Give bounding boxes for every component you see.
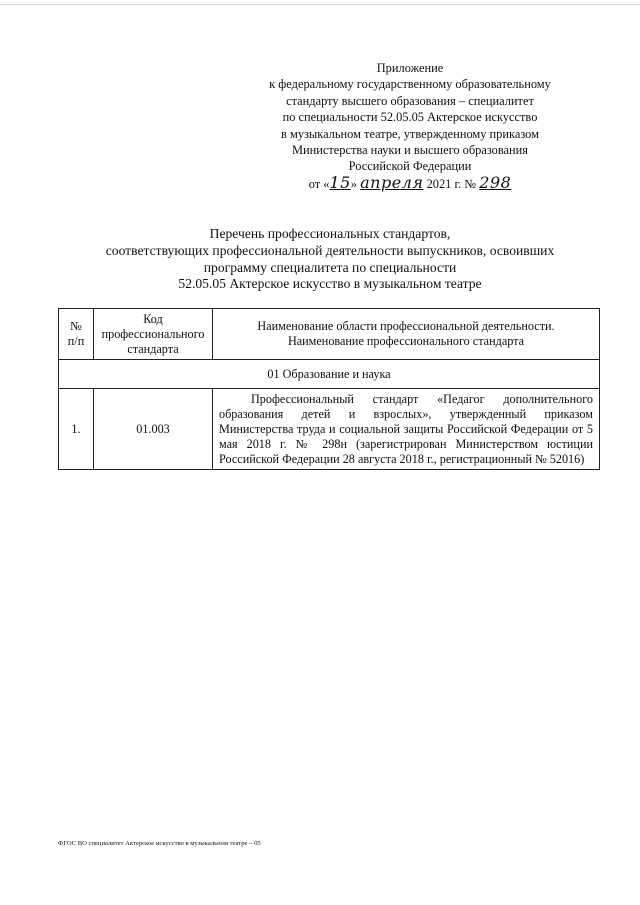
- appendix-line: в музыкальном театре, утвержденному приказом: [281, 126, 539, 141]
- appendix-line: Российской Федерации: [348, 159, 472, 174]
- appendix-header: [260, 60, 560, 192]
- standards-table: [58, 308, 600, 470]
- order-date-line: [260, 172, 560, 192]
- title-line: программу специалитета по специальности: [203, 259, 457, 275]
- appendix-line: стандарту высшего образования – специалитет: [286, 93, 534, 108]
- appendix-line: Министерства науки и высшего образования: [291, 143, 529, 158]
- page-footer: ФГОС ВО специалитет Актерское искусство в музыкальном театре – 05: [58, 840, 261, 847]
- document-title: [40, 226, 620, 293]
- header-name: Наименование области профессиональной деятельности. Наименование профессионального стандарта: [213, 309, 600, 360]
- appendix-line: по специальности 52.05.05 Актерское искусство: [282, 110, 538, 125]
- table-header-row: [59, 309, 600, 360]
- date-month-handwritten: апреля: [360, 172, 424, 192]
- appendix-line: Приложение: [376, 61, 444, 75]
- title-line: соответствующих профессиональной деятельности выпускников, освоивших: [105, 242, 555, 258]
- header-num: № п/п: [59, 309, 94, 360]
- date-prefix: от «: [308, 176, 330, 191]
- scan-edge-line: [0, 4, 640, 5]
- order-number-handwritten: 298: [479, 172, 512, 192]
- date-day-handwritten: 15: [329, 172, 351, 192]
- header-code: Код профессионального стандарта: [94, 309, 213, 360]
- row-num: 1.: [59, 389, 94, 470]
- section-label: 01 Образование и наука: [59, 360, 600, 389]
- title-line: 52.05.05 Актерское искусство в музыкальном театре: [178, 276, 482, 292]
- row-description: Профессиональный стандарт «Педагог дополнительного образования детей и взрослых», утвержденный приказом Министерства труда и социальной защиты Российской Федерации от 5 мая 2018 г. № 298н (зарегистрирован Министерством юстиции Российской Федерации 28 августа 2018 г., регистрационный № 52016): [213, 389, 600, 470]
- row-code: 01.003: [94, 389, 213, 470]
- table-row: [59, 389, 600, 470]
- date-year: 2021 г. №: [426, 176, 477, 191]
- title-line: Перечень профессиональных стандартов,: [209, 226, 451, 241]
- table-section-row: [59, 360, 600, 389]
- date-mid: »: [350, 176, 357, 191]
- appendix-line: к федеральному государственному образовательному: [269, 77, 551, 92]
